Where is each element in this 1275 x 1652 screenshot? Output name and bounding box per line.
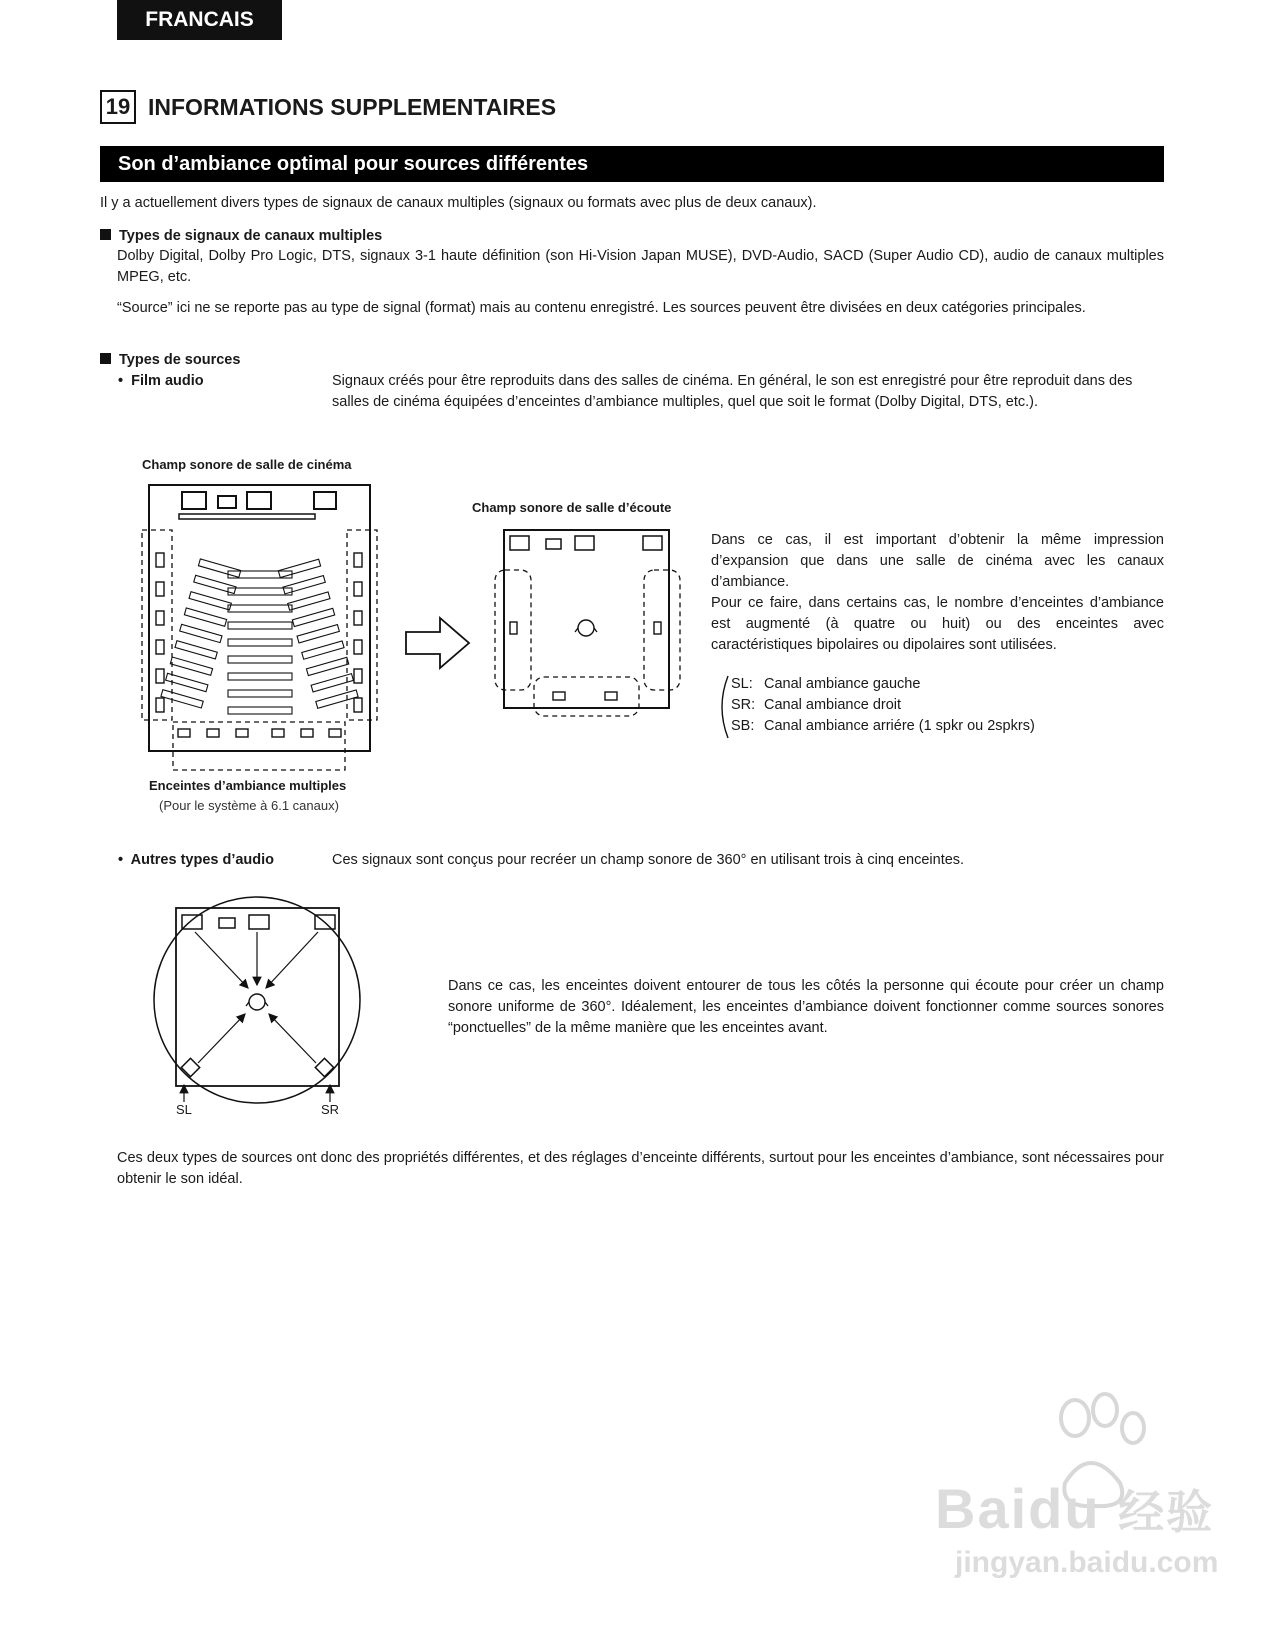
surround-360-diagram: [140, 880, 380, 1120]
room-front-left-speaker: [510, 536, 529, 550]
film-audio-label-text: Film audio: [131, 373, 204, 389]
other-audio-label: • Autres types d’audio: [118, 852, 275, 868]
front-right-speaker: [249, 915, 269, 929]
sr-label: SR: [321, 1102, 340, 1117]
watermark: [915, 1388, 1219, 1588]
cinema-footer-sub: (Pour le système à 6.1 canaux): [159, 798, 339, 813]
sr-speaker: [315, 1058, 333, 1076]
other-explanation: Dans ce cas, les enceintes doivent entourer de tous les côtés la personne qui écoute pour créer un champ sonore uniforme de 360°. Idéalement, les enceintes d’ambiance doivent fonctionner comme sources sonores “ponctuelles” de la même manière que les enceintes avant.: [448, 978, 1164, 1036]
listening-room: [504, 530, 669, 708]
language-tab-label: FRANCAIS: [145, 8, 254, 31]
room-subwoofer-speaker: [643, 536, 662, 550]
front-left-speaker: [182, 492, 206, 509]
multichannel-heading-label: Types de signaux de canaux multiples: [119, 228, 383, 244]
left-surround-speakers: [156, 553, 164, 712]
other-audio-label-text: Autres types d’audio: [130, 852, 275, 868]
multichannel-body: Dolby Digital, Dolby Pro Logic, DTS, signaux 3-1 haute définition (son Hi-Vision Japan MUSE), DVD-Audio, SACD (Super Audio CD), audio de canaux multiples MPEG, etc.: [117, 248, 1164, 285]
cinema-caption: Champ sonore de salle de cinéma: [142, 457, 352, 472]
arrow-fl: [195, 932, 248, 988]
cinema-screen: [179, 514, 315, 519]
section-title: INFORMATIONS SUPPLEMENTAIRES: [148, 94, 557, 120]
cinema-room: [149, 485, 370, 751]
conclusion-text: Ces deux types de sources ont donc des propriétés différentes, et des réglages d’enceinte différents, surtout pour les enceintes d’ambiance, sont nécessaires pour obtenir le son idéal.: [117, 1150, 1164, 1187]
center-speaker: [218, 496, 236, 508]
legend-item-sb: SB: Canal ambiance arriére (1 spkr ou 2spkrs): [731, 718, 1035, 734]
room-sb-right-speaker: [605, 692, 617, 700]
room-back-surround-zone: [534, 677, 639, 716]
cinema-seats: [161, 559, 358, 714]
back-surround-zone: [173, 722, 345, 770]
intro-text: Il y a actuellement divers types de signaux de canaux multiples (signaux ou formats avec plus de deux canaux).: [100, 195, 817, 211]
sources-heading-label: Types de sources: [119, 352, 241, 368]
subwoofer-speaker: [314, 492, 336, 509]
film-audio-label: • Film audio: [118, 373, 204, 389]
film-audio-text: Signaux créés pour être reproduits dans des salles de cinéma. En général, le son est enregistré pour être reproduit dans des salles de cinéma équipées d’enceintes d’ambiance multiples, quel que soit le format (Dolby Digital, DTS, etc.).: [332, 373, 1133, 410]
listening-caption: Champ sonore de salle d’écoute: [472, 500, 672, 515]
room-sb-left-speaker: [553, 692, 565, 700]
section-number: 19: [100, 90, 136, 124]
legend-item-sl: SL: Canal ambiance gauche: [731, 676, 921, 692]
arrow-right-icon: [406, 618, 469, 668]
cinema-footer: Enceintes d’ambiance multiples: [149, 778, 347, 793]
room-sr-speaker: [654, 622, 661, 634]
section-banner: Son d’ambiance optimal pour sources différentes: [100, 146, 1164, 182]
film-explanation-p2: Pour ce faire, dans certains cas, le nombre d’enceintes d’ambiance est augmenté (à quatre ou huit) ou des enceintes avec caractéristiques bipolaires ou dipolaires sont utilisées.: [711, 595, 1164, 653]
center-speaker: [219, 918, 235, 928]
front-right-speaker: [247, 492, 271, 509]
arrow-sl: [198, 1014, 245, 1063]
legend-list: [731, 674, 1171, 737]
other-audio-text: Ces signaux sont conçus pour recréer un champ sonore de 360° en utilisant trois à cinq enceintes.: [332, 852, 965, 868]
sl-label: SL: [176, 1102, 192, 1117]
legend-bracket: [714, 674, 732, 740]
legend-item-sr: SR: Canal ambiance droit: [731, 697, 902, 713]
watermark-url: jingyan.baidu.com: [955, 1546, 1219, 1579]
listener-icon: [578, 620, 594, 636]
room-front-right-speaker: [575, 536, 594, 550]
arrow-sr: [269, 1014, 316, 1063]
room-center-speaker: [546, 539, 561, 549]
watermark-brand: Baidu 经验: [935, 1477, 1215, 1540]
source-note: “Source” ici ne se reporte pas au type de signal (format) mais au contenu enregistré. Les sources peuvent être divisées en deux catégories principales.: [117, 300, 1086, 316]
back-surround-speakers: [178, 729, 341, 737]
sl-speaker: [181, 1058, 199, 1076]
arrow-fr: [266, 932, 318, 988]
room-sl-speaker: [510, 622, 517, 634]
film-explanation-p1: Dans ce cas, il est important d’obtenir la même impression d’expansion que dans une salle de cinéma avec les canaux d’ambiance.: [711, 532, 1164, 590]
room-left-surround-zone: [495, 570, 531, 690]
listener-icon: [249, 994, 265, 1010]
sound-field-diagram: [0, 0, 720, 800]
right-surround-speakers: [354, 553, 362, 712]
room-right-surround-zone: [644, 570, 680, 690]
